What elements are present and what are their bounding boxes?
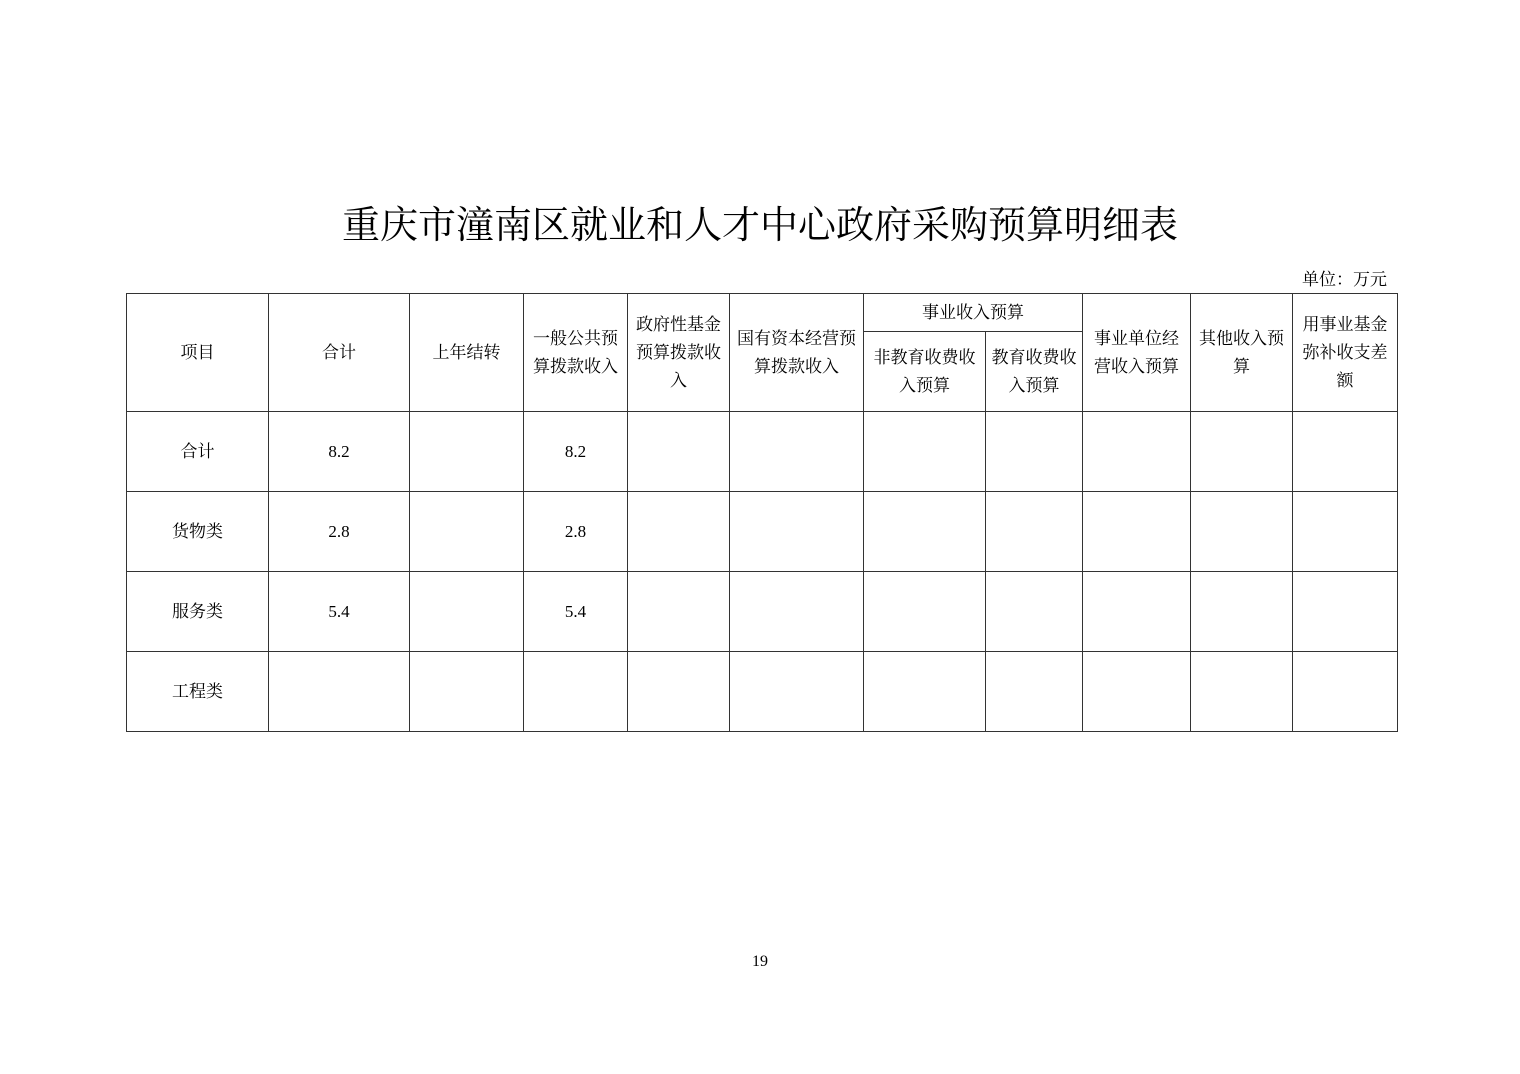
cell-non-edu-fee <box>864 412 986 492</box>
header-other-income: 其他收入预算 <box>1191 294 1293 412</box>
cell-total <box>269 652 410 732</box>
cell-carryover <box>410 412 524 492</box>
header-fund-offset: 用事业基金弥补收支差额 <box>1293 294 1398 412</box>
cell-state-capital <box>730 572 864 652</box>
header-business-income: 事业收入预算 <box>864 294 1083 332</box>
cell-other-income <box>1191 652 1293 732</box>
header-item: 项目 <box>127 294 269 412</box>
cell-state-capital <box>730 412 864 492</box>
document-title: 重庆市潼南区就业和人才中心政府采购预算明细表 <box>341 203 1178 247</box>
cell-other-income <box>1191 572 1293 652</box>
cell-general-public: 5.4 <box>524 572 628 652</box>
cell-gov-fund <box>628 492 730 572</box>
header-state-capital: 国有资本经营预算拨款收入 <box>730 294 864 412</box>
cell-non-edu-fee <box>864 492 986 572</box>
header-non-edu-fee: 非教育收费收入预算 <box>864 332 986 412</box>
cell-carryover <box>410 572 524 652</box>
cell-fund-offset <box>1293 572 1398 652</box>
cell-general-public: 2.8 <box>524 492 628 572</box>
table-row <box>127 652 1398 732</box>
cell-non-edu-fee <box>864 652 986 732</box>
cell-total: 8.2 <box>269 412 410 492</box>
cell-operating-income <box>1083 652 1191 732</box>
cell-gov-fund <box>628 572 730 652</box>
cell-edu-fee <box>986 572 1083 652</box>
cell-edu-fee <box>986 492 1083 572</box>
cell-item: 货物类 <box>127 492 269 572</box>
cell-operating-income <box>1083 572 1191 652</box>
cell-fund-offset <box>1293 492 1398 572</box>
cell-fund-offset <box>1293 652 1398 732</box>
cell-gov-fund <box>628 412 730 492</box>
header-operating-income: 事业单位经营收入预算 <box>1083 294 1191 412</box>
cell-operating-income <box>1083 412 1191 492</box>
cell-operating-income <box>1083 492 1191 572</box>
header-edu-fee: 教育收费收入预算 <box>986 332 1083 412</box>
cell-carryover <box>410 492 524 572</box>
table-row <box>127 572 1398 652</box>
unit-label: 单位：万元 <box>1302 270 1387 290</box>
cell-other-income <box>1191 412 1293 492</box>
table-row <box>127 492 1398 572</box>
header-total: 合计 <box>269 294 410 412</box>
cell-edu-fee <box>986 412 1083 492</box>
cell-item: 合计 <box>127 412 269 492</box>
cell-carryover <box>410 652 524 732</box>
cell-state-capital <box>730 652 864 732</box>
cell-non-edu-fee <box>864 572 986 652</box>
cell-general-public <box>524 652 628 732</box>
procurement-budget-table <box>126 293 1398 732</box>
cell-fund-offset <box>1293 412 1398 492</box>
cell-item: 服务类 <box>127 572 269 652</box>
cell-total: 2.8 <box>269 492 410 572</box>
page-number: 19 <box>752 953 768 970</box>
table-row <box>127 412 1398 492</box>
cell-state-capital <box>730 492 864 572</box>
header-general-public: 一般公共预算拨款收入 <box>524 294 628 412</box>
cell-total: 5.4 <box>269 572 410 652</box>
cell-gov-fund <box>628 652 730 732</box>
table-header-row <box>127 294 1398 332</box>
cell-item: 工程类 <box>127 652 269 732</box>
cell-other-income <box>1191 492 1293 572</box>
cell-edu-fee <box>986 652 1083 732</box>
header-gov-fund: 政府性基金预算拨款收入 <box>628 294 730 412</box>
cell-general-public: 8.2 <box>524 412 628 492</box>
header-carryover: 上年结转 <box>410 294 524 412</box>
